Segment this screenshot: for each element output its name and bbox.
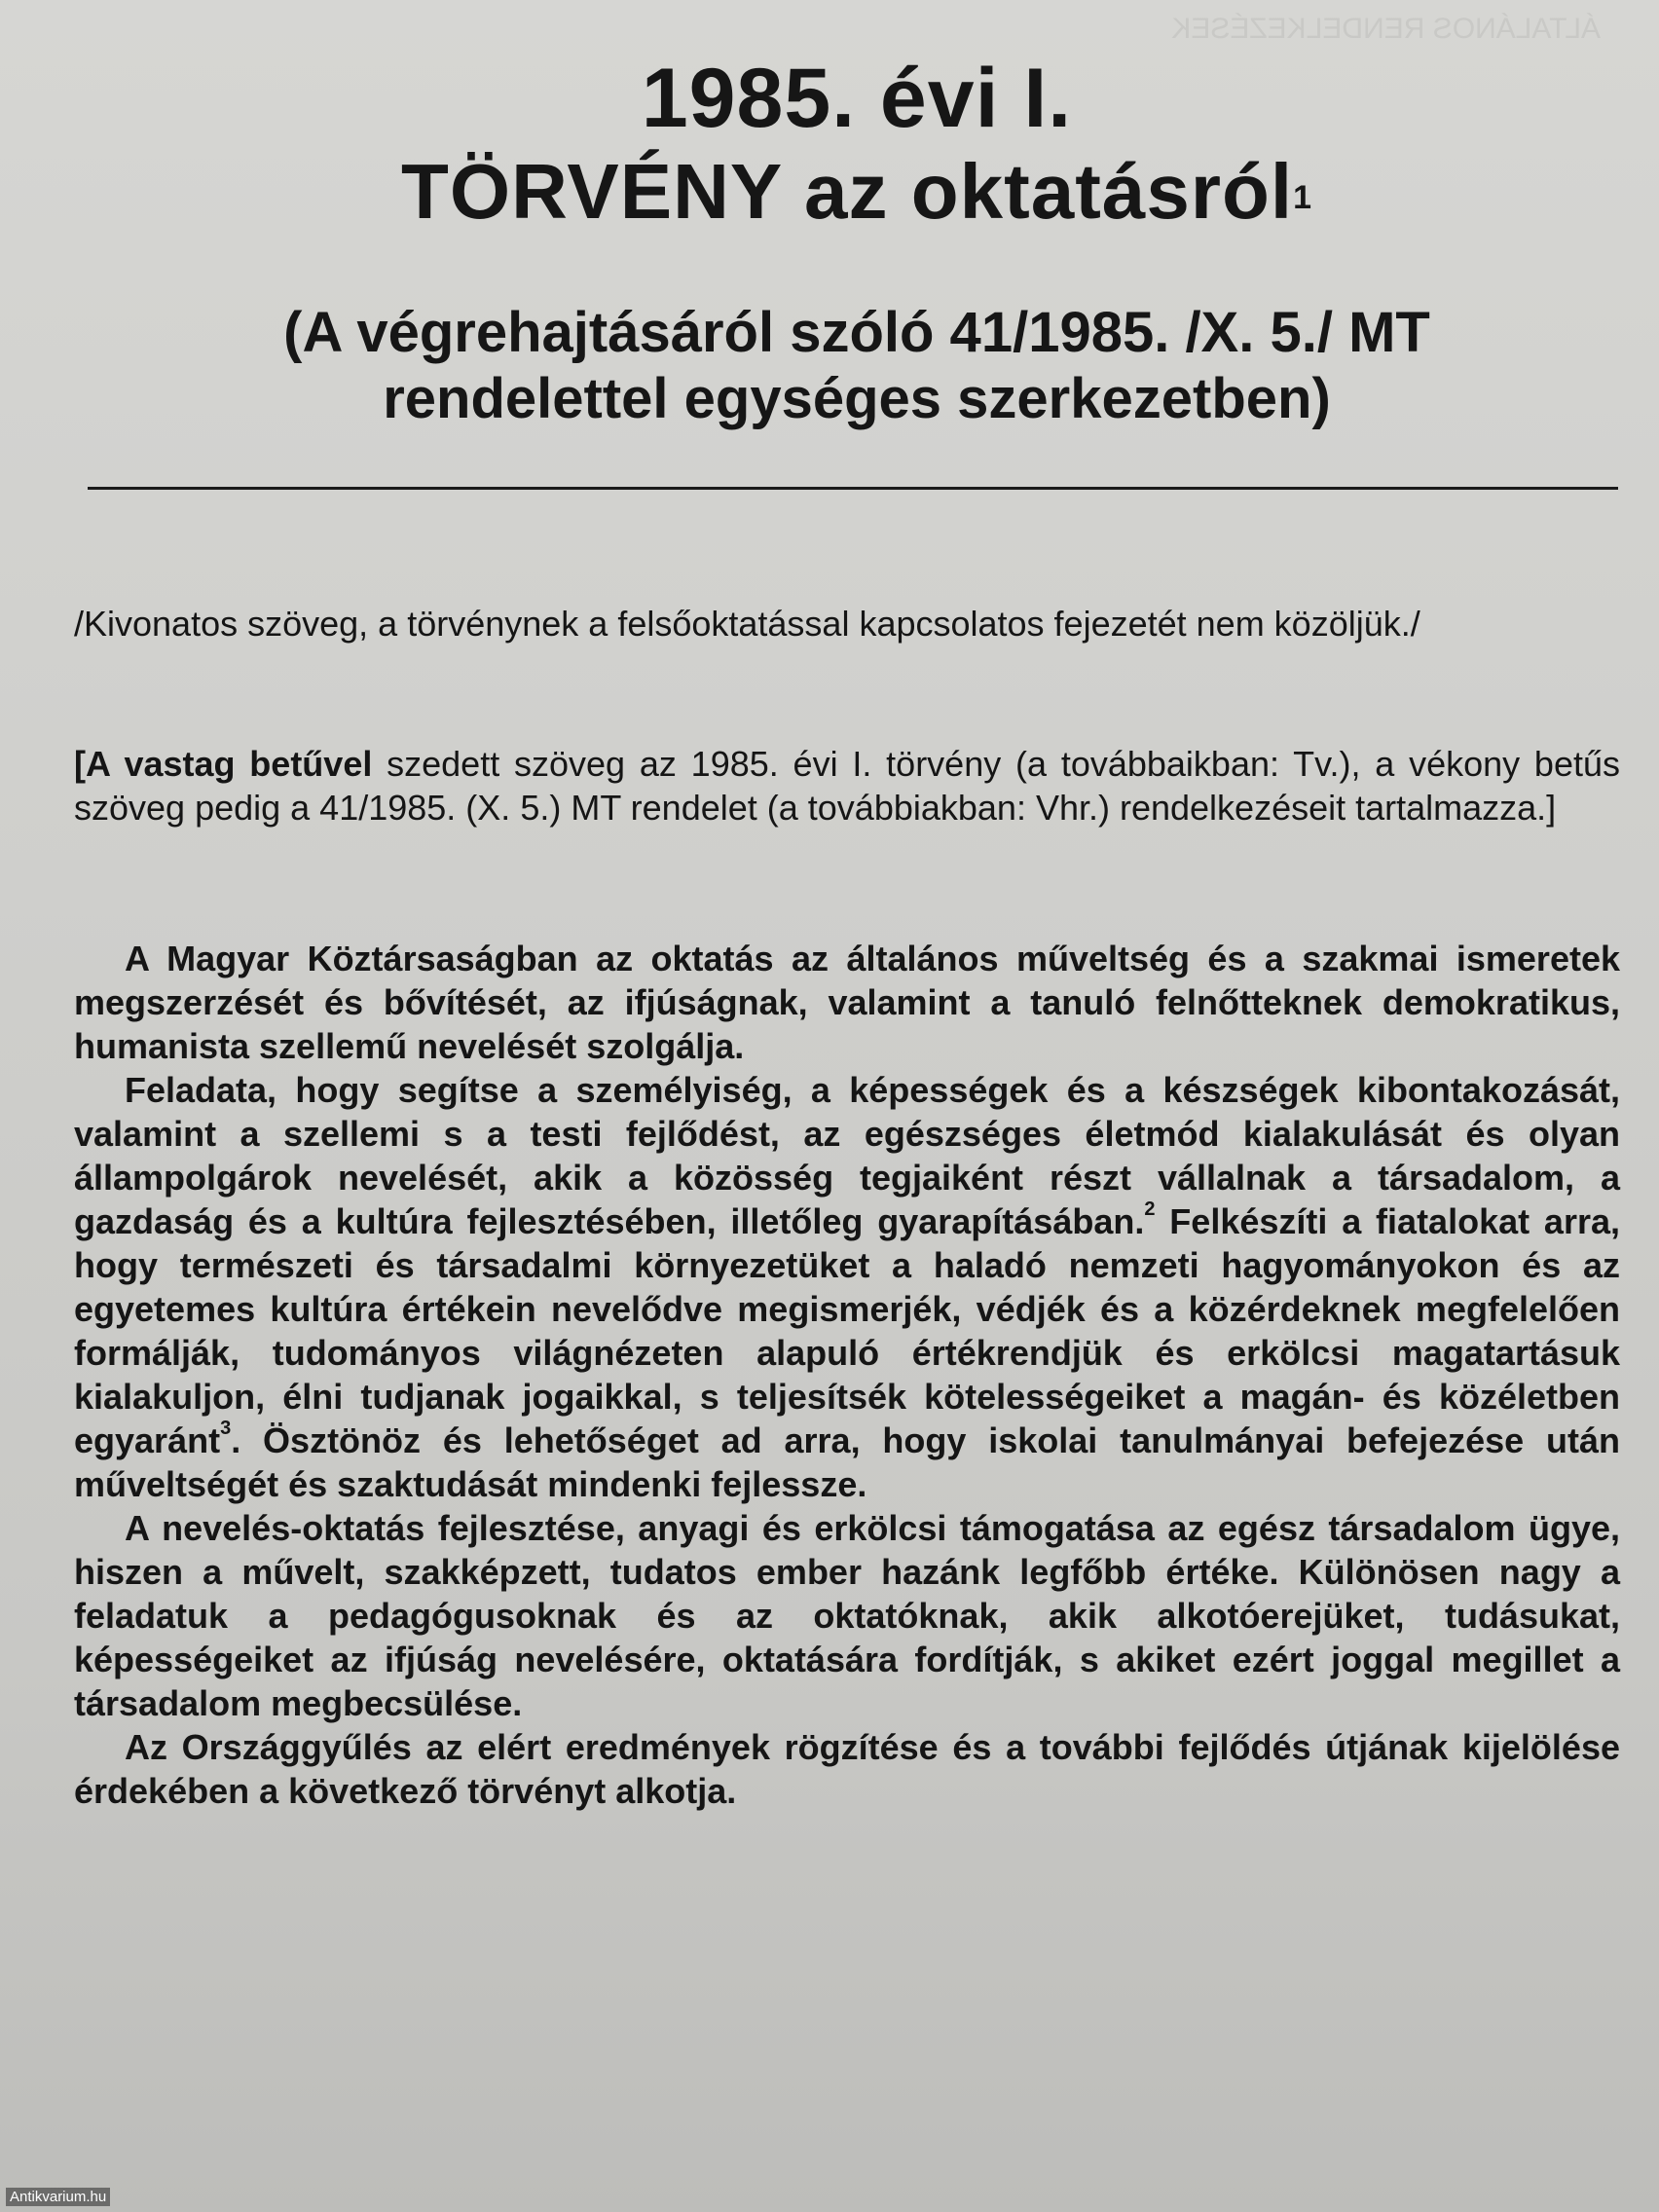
subtitle-line-1: (A végrehajtásáról szóló 41/1985. /X. 5./ MT: [283, 301, 1430, 364]
watermark: Antikvarium.hu: [6, 2188, 110, 2206]
preamble-p2-part-a: Feladata, hogy segítse a személyiség, a képességek és a készségek kibontakozását, valamint a szellemi s a testi fejlődést, az egészséges életmód kialakulását és olyan állampolgárok nevelését, akik a közösség tegjaiként részt vállalnak a társadalom, a gazdaság és a kultúra fejlesztésében, illetőleg gyarapításában.: [74, 1070, 1620, 1241]
preamble-paragraph-2: [74, 1068, 1620, 1506]
preamble-p2-part-b: Felkészíti a fiatalokat arra, hogy természeti és társadalmi környezetüket a haladó nemzeti hagyományokon és az egyetemes kultúra értékein nevelődve megismerjék, védjék és a közérdeknek megfelelően formálják, tudományos világnézeten alapuló értékrendjük és erkölcsi magatartásuk kialakuljon, élni tudjanak jogaikkal, s teljesítsék kötelességeiket a magán- és közéletben egyaránt: [74, 1201, 1620, 1460]
preamble-paragraph-1: A Magyar Köztársaságban az oktatás az általános műveltség és a szakmai ismeretek megszerzését és bővítését, az ifjúságnak, valamint a tanuló felnőtteknek demokratikus, humanista szellemű nevelését szolgálja.: [74, 939, 1620, 1066]
preamble: [74, 937, 1620, 1813]
footnote-mark-2: 2: [1144, 1198, 1156, 1220]
footnote-mark-3: 3: [220, 1418, 232, 1439]
excerpt-note-text: /Kivonatos szöveg, a törvénynek a felsőoktatással kapcsolatos fejezetét nem közöljük./: [74, 604, 1420, 644]
subtitle-line-2: rendelettel egységes szerkezetben): [383, 367, 1331, 430]
preamble-paragraph-3: A nevelés-oktatás fejlesztése, anyagi és erkölcsi támogatása az egész társadalom ügye, hiszen a művelt, szakképzett, tudatos ember hazánk legfőbb értéke. Különösen nagy a feladatuk a pedagógusoknak és az oktatóknak, akik alkotóerejüket, tudásukat, képességeiket az ifjúság nevelésére, oktatására fordítják, s akiket ezért joggal megillet a társadalom megbecsülése.: [74, 1508, 1620, 1723]
title-law-number: 1985. évi I.: [641, 52, 1073, 145]
bleed-through-text: ÁLTALÁNOS RENDELKEZÉSEK: [1171, 13, 1601, 45]
preamble-p2-part-c: . Ösztönöz és lehetőséget ad arra, hogy iskolai tanulmányai befejezése után műveltségét és szaktudását mindenki fejlessze.: [74, 1420, 1620, 1504]
typography-legend-text: [74, 742, 1620, 830]
subtitle: [58, 300, 1655, 432]
preamble-paragraph-4: Az Országgyűlés az elért eredmények rögzítése és a további fejlődés útjának kijelölése érdekében a következő törvényt alkotja.: [74, 1727, 1620, 1811]
title-law-name: [58, 147, 1655, 237]
legend-bold-part: [A vastag betűvel: [74, 744, 373, 784]
title-block: [58, 54, 1655, 237]
title-footnote-mark: 1: [1293, 179, 1313, 216]
title-law-name-text: TÖRVÉNY az oktatásról: [400, 148, 1294, 235]
excerpt-note: [74, 602, 1620, 645]
legend-rest: szedett szöveg az 1985. évi I. törvény (a továbbaikban: Tv.), a vékony betűs szöveg pedig a 41/1985. (X. 5.) MT rendelet (a továbbiakban: Vhr.) rendelkezéseit tartalmazza.]: [74, 744, 1620, 828]
horizontal-rule: [88, 487, 1618, 490]
typography-legend: [74, 742, 1620, 830]
